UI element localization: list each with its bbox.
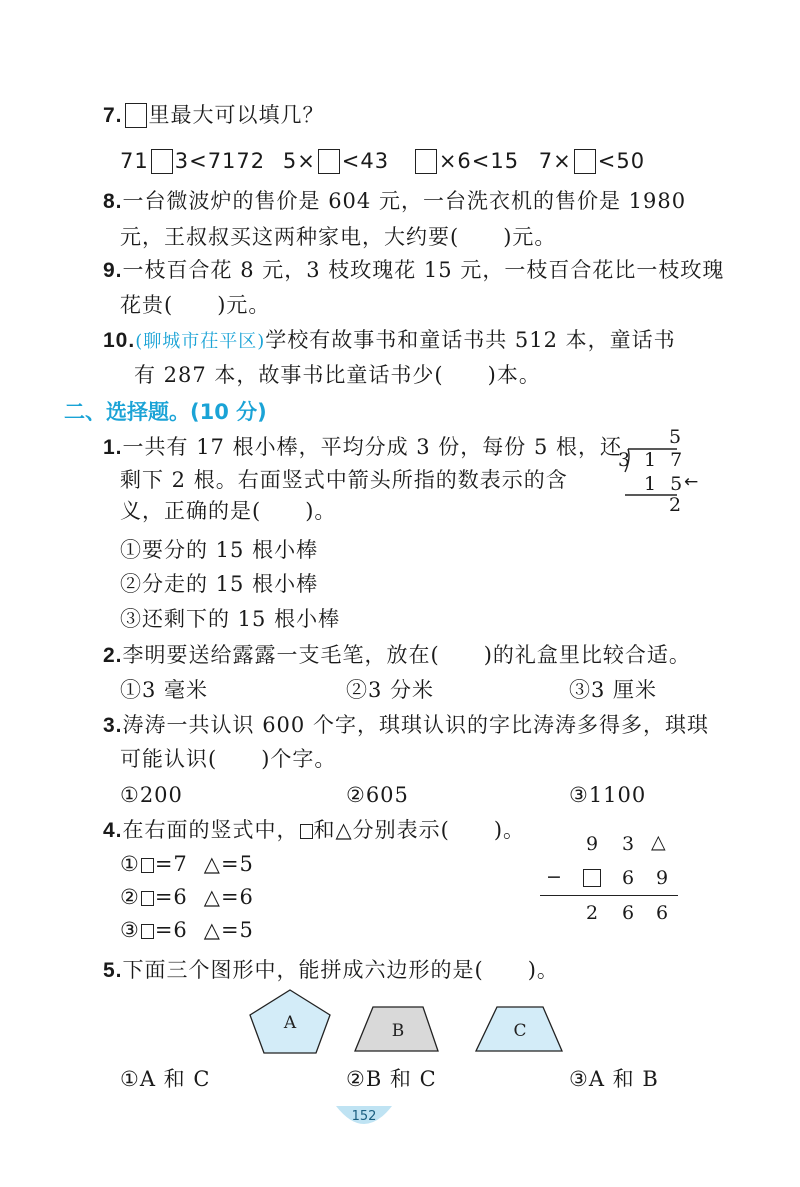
shape-label-c: C [513, 1021, 527, 1041]
page-number: 152 [351, 1109, 377, 1124]
q7-item-4: 7× <50 [538, 149, 646, 173]
square-icon [300, 824, 313, 839]
question-number: 5. [103, 959, 123, 982]
c1-line1 [103, 432, 622, 463]
q7-item-1: 71 3<7172 [120, 149, 266, 173]
square-icon [141, 891, 154, 906]
question-number: 4. [103, 819, 123, 842]
sub-row2-digit: 9 [656, 867, 669, 889]
question-text: 李明要送给露露一支毛笔，放在( )的礼盒里比较合适。 [122, 643, 691, 667]
question-text: 下面三个图形中，能拼成六边形的是( )。 [122, 958, 559, 982]
c1-line3: 义，正确的是( )。 [120, 499, 337, 523]
question-number: 1. [103, 436, 123, 459]
c5-option-2[interactable]: ②B 和 C [346, 1067, 437, 1091]
q7-item-3: ×6<15 [413, 149, 519, 173]
question-text: 里最大可以填几？ [148, 103, 325, 127]
shape-label-b: B [391, 1021, 405, 1041]
c5-option-1[interactable]: ①A 和 C [120, 1067, 211, 1091]
c1-option-3[interactable]: ③还剩下的 15 根小棒 [120, 607, 341, 631]
question-number: 10. [103, 329, 136, 352]
c4-option-3[interactable]: ③ =6 △=5 [120, 918, 254, 942]
question-number: 3. [103, 714, 123, 737]
division-quotient: 5 [669, 426, 682, 448]
section-heading: 二、选择题。(10 分) [64, 400, 267, 424]
c1-option-1[interactable]: ①要分的 15 根小棒 [120, 538, 319, 562]
c4-option-2[interactable]: ② =6 △=6 [120, 885, 254, 909]
c3-option-1[interactable]: ①200 [120, 783, 183, 807]
question-text: 涛涛一共认识 600 个字，琪琪认识的字比涛涛多得多，琪琪 [122, 713, 709, 737]
c3-line1 [103, 710, 709, 741]
c1-option-2[interactable]: ②分走的 15 根小棒 [120, 572, 319, 596]
answer-box[interactable] [574, 149, 596, 174]
question-number: 8. [103, 190, 123, 213]
c3-option-3[interactable]: ③1100 [569, 783, 647, 807]
c2-option-2[interactable]: ②3 分米 [346, 678, 435, 702]
q9-line1 [103, 255, 724, 286]
sub-row1-digit: 9 [586, 833, 599, 855]
division-remainder: 2 [669, 494, 682, 516]
c3-line2: 可能认识( )个字。 [120, 747, 337, 771]
question-text: 学校有故事书和童话书共 512 本，童话书 [265, 328, 676, 352]
subtraction-line [540, 895, 678, 896]
triangle-icon: △ [651, 831, 666, 853]
square-icon [583, 869, 601, 887]
shape-label-a: A [283, 1013, 297, 1033]
question-number: 9. [103, 259, 123, 282]
question-text: 和△分别表示( )。 [313, 818, 526, 842]
arrow-icon: ← [684, 472, 699, 492]
c3-option-2[interactable]: ②605 [346, 783, 409, 807]
question-number: 7. [103, 104, 123, 127]
region-tag: (聊城市茌平区) [135, 331, 266, 352]
q7-items [120, 146, 645, 176]
square-icon [141, 858, 154, 873]
sub-row3-digit: 6 [622, 902, 635, 924]
question-text: 在右面的竖式中， [122, 818, 299, 842]
question-number: 2. [103, 644, 123, 667]
answer-box [125, 103, 147, 128]
q10-line1 [103, 325, 676, 357]
division-dividend: 1 7 [644, 449, 687, 471]
shapes-figure [240, 985, 580, 1057]
c5-option-3[interactable]: ③A 和 B [569, 1067, 659, 1091]
page-number-badge [334, 1104, 394, 1134]
c4-option-1[interactable]: ① =7 △=5 [120, 852, 254, 876]
q8-line2: 元，王叔叔买这两种家电，大约要( )元。 [120, 225, 557, 249]
answer-box[interactable] [318, 149, 340, 174]
sub-row2-digit: 6 [622, 867, 635, 889]
question-text: 一共有 17 根小棒，平均分成 3 份，每份 5 根，还 [122, 435, 623, 459]
answer-box[interactable] [151, 149, 173, 174]
minus-sign: − [546, 866, 562, 888]
q10-line2: 有 287 本，故事书比童话书少( )本。 [134, 363, 541, 387]
c2-option-3[interactable]: ③3 厘米 [569, 678, 658, 702]
q8-line1 [103, 186, 686, 217]
sub-row3-digit: 6 [656, 902, 669, 924]
question-text: 一枝百合花 8 元，3 枝玫瑰花 15 元，一枝百合花比一枝玫瑰 [122, 258, 725, 282]
question-text: 一台微波炉的售价是 604 元，一台洗衣机的售价是 1980 [122, 189, 687, 213]
division-product: 1 5 [644, 473, 687, 495]
q9-line2: 花贵( )元。 [120, 293, 271, 317]
c4-line1 [103, 815, 525, 846]
sub-row1-digit: 3 [622, 833, 635, 855]
sub-row3-digit: 2 [586, 902, 599, 924]
division-divisor: 3 [618, 449, 631, 471]
answer-box[interactable] [415, 149, 437, 174]
q7-item-2: 5× <43 [282, 149, 390, 173]
c2-line1 [103, 640, 691, 671]
c1-line2: 剩下 2 根。右面竖式中箭头所指的数表示的含 [120, 468, 568, 492]
c2-option-1[interactable]: ①3 毫米 [120, 678, 209, 702]
q7-prompt [103, 100, 325, 131]
c5-line1 [103, 955, 559, 986]
square-icon [141, 924, 154, 939]
